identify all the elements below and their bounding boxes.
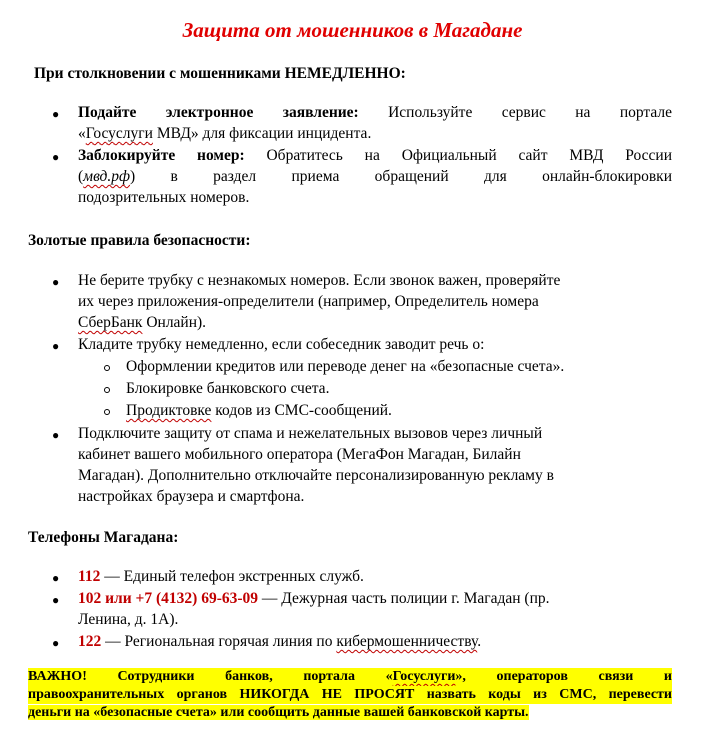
golden-sub-item-1: Оформлении кредитов или переводе денег на «безопасные счета». — [126, 358, 565, 375]
immediate-item-2-line-3: подозрительных номеров. — [78, 189, 250, 206]
phone-number[interactable]: 102 или +7 (4132) 69-63-09 — [78, 590, 259, 607]
golden-item-3-line-1: Подключите защиту от спама и нежелательных вызовов через личный — [78, 425, 543, 442]
immediate-item-2-line-1: Заблокируйте номер: Обратитесь на Официальный сайт МВД России — [78, 147, 672, 164]
immediate-item-1-line-1: Подайте электронное заявление: Используйте сервис на портале — [78, 104, 672, 121]
phone-item-2-line-2: Ленина, д. 1А). — [78, 611, 179, 628]
circle-bullet-icon — [104, 387, 110, 393]
warning-line-3: деньги на «безопасные счета» или сообщить данные вашей банковской карты. — [28, 705, 529, 720]
phone-number[interactable]: 122 — [78, 633, 102, 650]
golden-rules-heading: Золотые правила безопасности: — [28, 232, 251, 249]
bullet-icon: ● — [52, 636, 60, 650]
warning-line-1: ВАЖНО! Сотрудники банков, портала «Госуслуги», операторов связи и — [28, 669, 672, 684]
golden-item-1-line-3: СберБанк Онлайн). — [78, 314, 207, 331]
golden-item-3-line-4: настройках браузера и смартфона. — [78, 488, 305, 505]
golden-item-1-line-1: Не берите трубку с незнакомых номеров. Если звонок важен, проверяйте — [78, 272, 561, 289]
warning-line-2: правоохранительных органов НИКОГДА НЕ ПРОСЯТ назвать коды из СМС, перевести — [28, 687, 672, 702]
document-title: Защита от мошенников в Магадане — [182, 18, 523, 42]
phone-item-3: 122 — Региональная горячая линия по кибермошенничеству. — [78, 633, 482, 650]
circle-bullet-icon — [104, 365, 110, 371]
golden-item-3-line-2: кабинет вашего мобильного оператора (МегаФон Магадан, Билайн — [78, 446, 521, 463]
golden-sub-item-2: Блокировке банковского счета. — [126, 380, 330, 397]
circle-bullet-icon — [104, 409, 110, 415]
immediate-item-2-line-2: (мвд.рф) в раздел приема обращений для онлайн-блокировки — [78, 168, 672, 185]
mvd-link[interactable]: мвд.рф — [83, 168, 130, 185]
immediate-heading: При столкновении с мошенниками НЕМЕДЛЕННО: — [34, 65, 406, 82]
bullet-icon: ● — [52, 428, 60, 442]
golden-item-2-line-1: Кладите трубку немедленно, если собеседник заводит речь о: — [78, 336, 485, 353]
golden-item-3-line-3: Магадан). Дополнительно отключайте персонализированную рекламу в — [78, 467, 554, 484]
golden-sub-item-3: Продиктовке кодов из СМС-сообщений. — [126, 402, 392, 419]
phones-heading: Телефоны Магадана: — [28, 529, 179, 546]
bullet-icon: ● — [52, 571, 60, 585]
immediate-item-1-line-2: «Госуслуги МВД» для фиксации инцидента. — [78, 125, 372, 142]
gosuslugi-link[interactable]: Госуслуги — [85, 125, 153, 142]
phone-item-1: 112 — Единый телефон экстренных служб. — [78, 568, 364, 585]
bullet-icon: ● — [52, 593, 60, 607]
bullet-icon: ● — [52, 275, 60, 289]
bullet-icon: ● — [52, 107, 60, 121]
phone-number[interactable]: 112 — [78, 568, 101, 585]
bullet-icon: ● — [52, 150, 60, 164]
golden-item-1-line-2: их через приложения-определители (например, Определитель номера — [78, 293, 539, 310]
phone-item-2-line-1: 102 или +7 (4132) 69-63-09 — Дежурная часть полиции г. Магадан (пр. — [78, 590, 550, 607]
bullet-icon: ● — [52, 339, 60, 353]
